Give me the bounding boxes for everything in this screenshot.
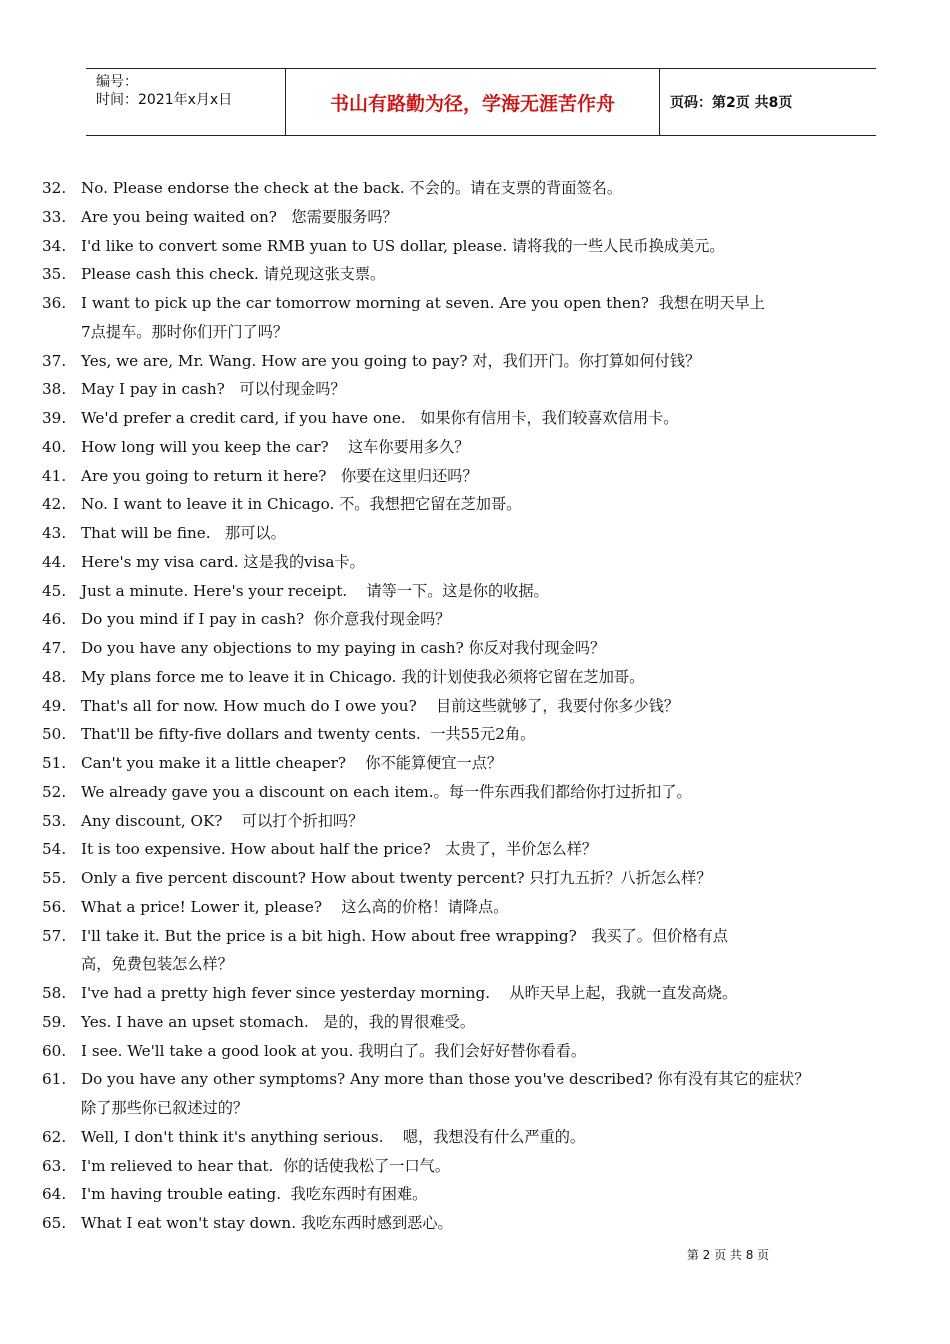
sentence-item <box>42 433 932 462</box>
sentence-number: 33. <box>42 207 67 226</box>
sentence-item <box>42 519 932 548</box>
sentence-item <box>42 1037 932 1066</box>
sentence-text: It is too expensive. How about half the price? 太贵了，半价怎么样？ <box>81 840 598 859</box>
sentence-item <box>42 232 932 261</box>
serial-label: 编号： <box>96 74 138 90</box>
sentence-continuation: 高，免费包装怎么样？ <box>81 955 233 974</box>
sentence-number: 43. <box>42 524 67 542</box>
sentence-text: Do you have any other symptoms? Any more than those you've described? 你有没有其它的症状？ <box>81 1070 810 1089</box>
sentence-item <box>42 922 932 951</box>
sentence-text: Can't you make it a little cheaper? 你不能算便宜一点？ <box>81 754 503 772</box>
sentence-number: 59. <box>42 1012 67 1031</box>
sentence-number: 60. <box>42 1041 67 1060</box>
sentence-number: 32. <box>42 179 67 197</box>
sentence-number: 38. <box>42 380 67 399</box>
sentence-item <box>42 260 932 289</box>
sentence-text: Yes. I have an upset stomach. 是的，我的胃很难受。 <box>81 1012 476 1031</box>
page-footer <box>0 1246 950 1263</box>
sentence-text: We'd prefer a credit card, if you have one. 如果你有信用卡，我们较喜欢信用卡。 <box>81 409 679 427</box>
sentence-text: We already gave you a discount on each item.。每一件东西我们都给你打过折扣了。 <box>81 782 692 801</box>
sentence-text: Are you going to return it here? 你要在这里归还吗？ <box>81 466 478 485</box>
sentence-number: 65. <box>42 1214 67 1232</box>
date-label: 时间：2021年x月x日 <box>96 92 233 108</box>
page-header <box>86 68 876 136</box>
sentence-item <box>42 864 932 893</box>
sentence-item <box>42 490 932 519</box>
sentence-number: 46. <box>42 610 67 629</box>
sentence-number: 53. <box>42 811 67 830</box>
sentence-text: No. I want to leave it in Chicago. 不。我想把它留在芝加哥。 <box>81 495 522 514</box>
sentence-item <box>42 462 932 491</box>
sentence-number: 57. <box>42 926 67 945</box>
sentence-text: Here's my visa card. 这是我的visa卡。 <box>81 552 365 571</box>
sentence-text: I want to pick up the car tomorrow morning at seven. Are you open then? 我想在明天早上 <box>81 294 765 312</box>
sentence-text: That will be fine. 那可以。 <box>81 524 286 542</box>
sentence-number: 54. <box>42 840 67 859</box>
footer-page-number: 第 2 页 共 8 页 <box>686 1248 770 1262</box>
sentence-number: 42. <box>42 495 67 514</box>
sentence-text: That'll be fifty-five dollars and twenty cents. 一共55元2角。 <box>81 725 536 744</box>
sentence-item <box>42 203 932 232</box>
sentence-item <box>42 979 932 1008</box>
sentence-item <box>42 778 932 807</box>
sentence-number: 63. <box>42 1156 67 1175</box>
sentence-text: My plans force me to leave it in Chicago. 我的计划使我必须将它留在芝加哥。 <box>81 667 645 686</box>
sentence-number: 35. <box>42 265 67 284</box>
sentence-text: Just a minute. Here's your receipt. 请等一下。这是你的收据。 <box>81 581 549 600</box>
sentence-number: 56. <box>42 897 67 916</box>
sentence-item <box>42 807 932 836</box>
sentence-item <box>42 404 932 433</box>
sentence-item <box>42 634 932 663</box>
sentence-text: I'd like to convert some RMB yuan to US dollar, please. 请将我的一些人民币换成美元。 <box>81 236 725 255</box>
sentence-number: 36. <box>42 294 67 312</box>
sentence-number: 37. <box>42 351 67 370</box>
sentence-text: How long will you keep the car? 这车你要用多久？ <box>81 437 470 456</box>
sentence-text: I see. We'll take a good look at you. 我明白了。我们会好好替你看看。 <box>81 1041 587 1060</box>
sentence-text: Please cash this check. 请兑现这张支票。 <box>81 265 386 284</box>
sentence-item <box>42 1065 932 1094</box>
sentence-number: 50. <box>42 725 67 744</box>
sentence-item <box>42 893 932 922</box>
sentence-continuation: 除了那些你已叙述过的？ <box>81 1099 249 1117</box>
sentence-number: 44. <box>42 552 67 571</box>
sentence-text: I've had a pretty high fever since yesterday morning. 从昨天早上起，我就一直发高烧。 <box>81 984 738 1002</box>
sentence-text: I'm relieved to hear that. 你的话使我松了一口气。 <box>81 1156 451 1175</box>
sentence-text: Do you have any objections to my paying in cash? 你反对我付现金吗？ <box>81 639 606 657</box>
sentence-text: That's all for now. How much do I owe you? 目前这些就够了，我要付你多少钱？ <box>81 696 680 715</box>
header-motto: 书山有路勤为径，学海无涯苦作舟 <box>286 69 660 135</box>
sentence-item <box>42 720 932 749</box>
sentence-item <box>42 835 932 864</box>
sentence-text: I'll take it. But the price is a bit high. How about free wrapping? 我买了。但价格有点 <box>81 926 728 945</box>
header-page-code: 页码：第2页 共8页 <box>670 95 793 111</box>
sentence-text: I'm having trouble eating. 我吃东西时有困难。 <box>81 1185 428 1204</box>
sentence-item <box>42 1180 932 1209</box>
sentence-item <box>42 605 932 634</box>
sentence-number: 40. <box>42 437 67 456</box>
sentence-text: Well, I don't think it's anything serious. 嗯，我想没有什么严重的。 <box>81 1127 586 1146</box>
sentence-item <box>42 663 932 692</box>
sentence-item <box>42 692 932 721</box>
sentence-item <box>42 347 932 376</box>
sentence-number: 41. <box>42 466 67 485</box>
sentence-number: 62. <box>42 1127 67 1146</box>
sentence-text: What I eat won't stay down. 我吃东西时感到恶心。 <box>81 1214 453 1232</box>
sentence-item <box>42 1209 932 1238</box>
sentence-item <box>42 1008 932 1037</box>
sentence-number: 45. <box>42 581 67 600</box>
sentence-number: 61. <box>42 1070 67 1089</box>
sentence-text: Yes, we are, Mr. Wang. How are you going to pay? 对，我们开门。你打算如何付钱？ <box>81 351 701 370</box>
sentence-list <box>42 174 932 1238</box>
sentence-item <box>42 548 932 577</box>
sentence-number: 49. <box>42 696 67 715</box>
sentence-number: 47. <box>42 639 67 657</box>
sentence-text: Do you mind if I pay in cash? 你介意我付现金吗？ <box>81 610 451 629</box>
sentence-text: Only a five percent discount? How about twenty percent? 只打九五折？八折怎么样？ <box>81 869 712 887</box>
sentence-item <box>42 174 932 203</box>
sentence-item <box>42 1152 932 1181</box>
sentence-item <box>42 749 932 778</box>
sentence-number: 48. <box>42 667 67 686</box>
sentence-item <box>42 375 932 404</box>
sentence-number: 34. <box>42 236 67 255</box>
sentence-text: Are you being waited on? 您需要服务吗？ <box>81 207 398 226</box>
sentence-item <box>42 577 932 606</box>
sentence-number: 55. <box>42 869 67 887</box>
sentence-text: No. Please endorse the check at the back. 不会的。请在支票的背面签名。 <box>81 179 623 197</box>
sentence-item <box>42 289 932 318</box>
sentence-number: 52. <box>42 782 67 801</box>
sentence-number: 58. <box>42 984 67 1002</box>
sentence-item <box>42 1123 932 1152</box>
sentence-number: 64. <box>42 1185 67 1204</box>
sentence-text: What a price! Lower it, please? 这么高的价格！请降点。 <box>81 897 509 916</box>
sentence-text: Any discount, OK? 可以打个折扣吗？ <box>81 811 364 830</box>
sentence-text: May I pay in cash? 可以付现金吗？ <box>81 380 346 399</box>
sentence-continuation: 7点提车。那时你们开门了吗？ <box>81 322 289 341</box>
sentence-number: 51. <box>42 754 67 772</box>
header-info-cell <box>86 69 286 135</box>
sentence-number: 39. <box>42 409 67 427</box>
